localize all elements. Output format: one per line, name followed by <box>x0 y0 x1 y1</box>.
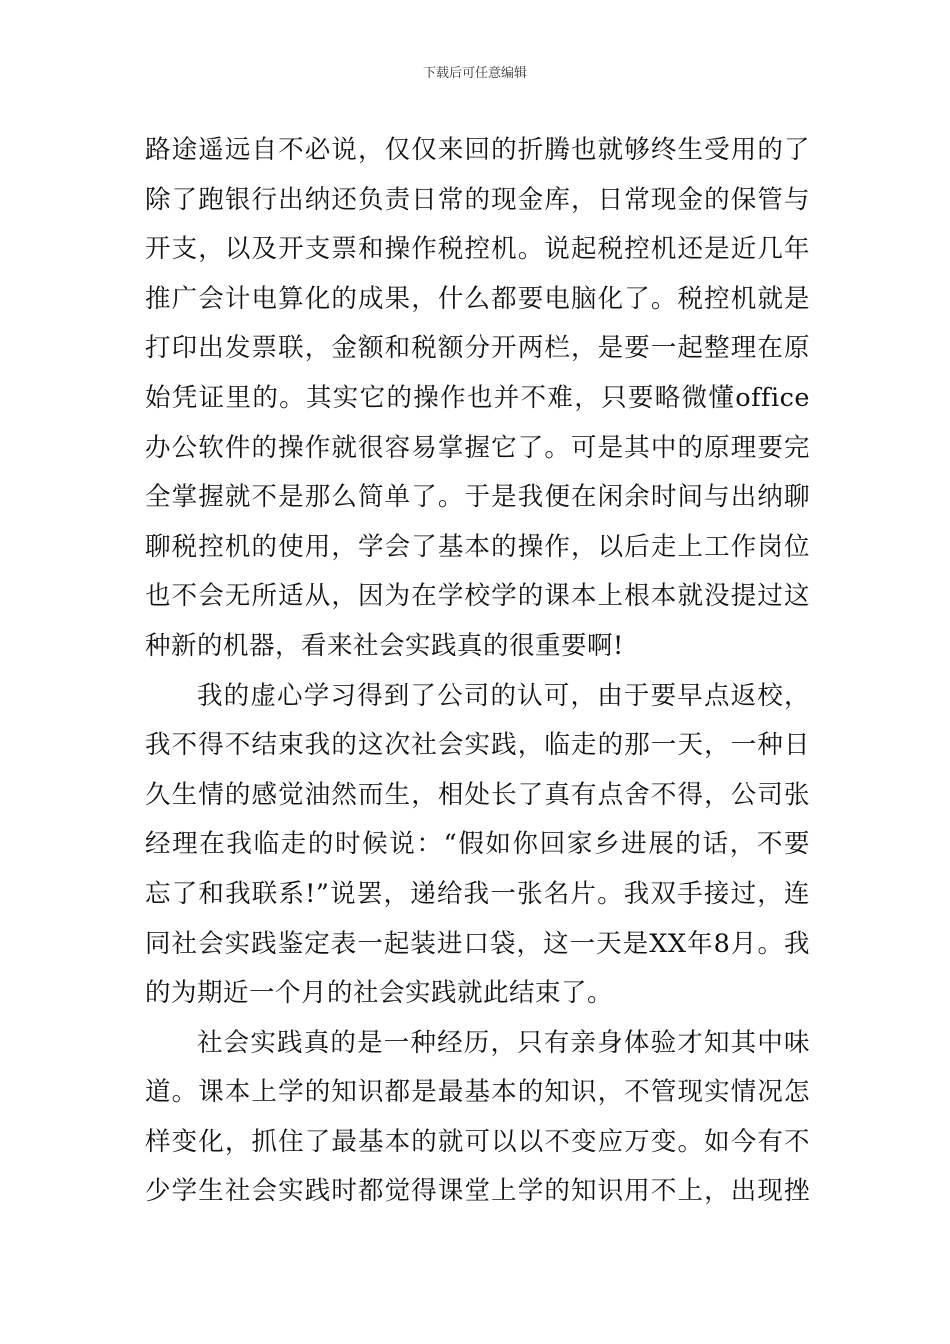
text-line: 我不得不结束我的这次社会实践，临走的那一天，一种日 <box>145 730 810 761</box>
text-line: 同社会实践鉴定表一起装进口袋，这一天是XX年8月。我 <box>145 928 810 959</box>
text-line: 打印出发票联，金额和税额分开两栏，是要一起整理在原 <box>145 333 810 364</box>
text-line: 全掌握就不是那么简单了。于是我便在闲余时间与出纳聊 <box>145 482 810 513</box>
text-line: 始凭证里的。其实它的操作也并不难，只要略微懂office <box>145 382 810 413</box>
text-line: 聊税控机的使用，学会了基本的操作，以后走上工作岗位 <box>145 531 810 562</box>
text-line: 样变化，抓住了最基本的就可以以不变应万变。如今有不 <box>145 1126 810 1157</box>
text-line: 道。课本上学的知识都是最基本的知识，不管现实情况怎 <box>145 1077 810 1108</box>
text-line: 推广会计电算化的成果，什么都要电脑化了。税控机就是 <box>145 283 810 314</box>
document-body <box>145 126 810 1217</box>
text-line: 我的虚心学习得到了公司的认可，由于要早点返校， <box>197 680 810 711</box>
text-line: 忘了和我联系!”说罢，递给我一张名片。我双手接过，连 <box>145 878 810 909</box>
text-line: 久生情的感觉油然而生，相处长了真有点舍不得，公司张 <box>145 779 810 810</box>
text-line: 少学生社会实践时都觉得课堂上学的知识用不上，出现挫 <box>145 1176 810 1207</box>
text-line: 路途遥远自不必说，仅仅来回的折腾也就够终生受用的了 <box>145 135 810 165</box>
text-line: 经理在我临走的时候说：“假如你回家乡进展的话，不要 <box>145 829 810 860</box>
text-line: 开支，以及开支票和操作税控机。说起税控机还是近几年 <box>145 234 810 265</box>
text-line: 的为期近一个月的社会实践就此结束了。 <box>145 978 614 1009</box>
text-line: 除了跑银行出纳还负责日常的现金库，日常现金的保管与 <box>145 184 810 215</box>
text-line: 办公软件的操作就很容易掌握它了。可是其中的原理要完 <box>145 432 810 463</box>
text-line: 也不会无所适从，因为在学校学的课本上根本就没提过这 <box>145 581 810 612</box>
text-line: 种新的机器，看来社会实践真的很重要啊! <box>145 630 624 661</box>
text-line: 社会实践真的是一种经历，只有亲身体验才知其中味 <box>197 1027 810 1058</box>
page-header: 下载后可任意编辑 <box>422 66 527 81</box>
